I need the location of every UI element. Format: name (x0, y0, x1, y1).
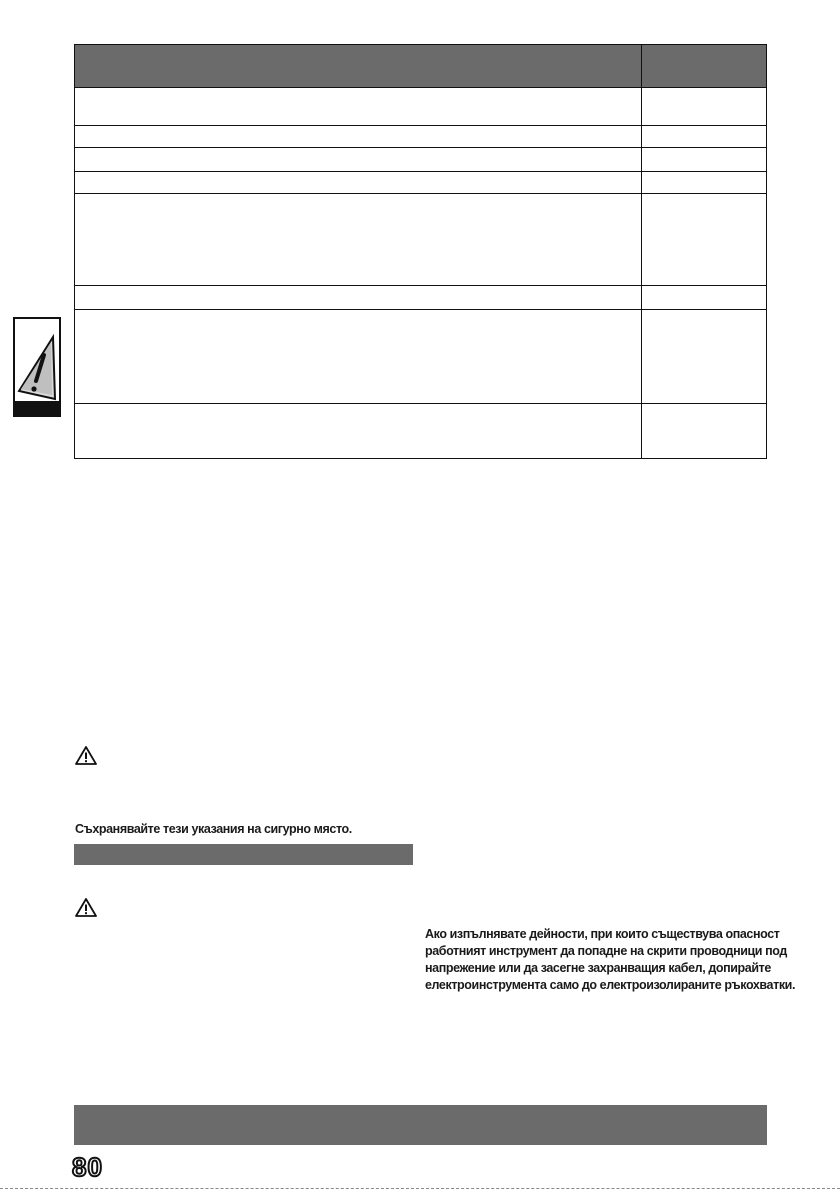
spec-table-row-divider (75, 193, 766, 194)
page-trim-line (0, 1188, 840, 1189)
page-number: 80 (72, 1152, 103, 1182)
spec-table (74, 44, 767, 459)
footer-bar (74, 1105, 767, 1145)
spec-table-row-divider (75, 125, 766, 126)
warning-triangle-icon (75, 897, 97, 917)
warning-side-tab (13, 317, 61, 417)
spec-table-row-divider (75, 147, 766, 148)
spec-table-row-divider (75, 285, 766, 286)
warning-triangle-icon (75, 745, 97, 765)
save-instructions-notice: Съхранявайте тези указания на сигурно място. (75, 822, 352, 836)
warning-line: електроинструмента само до електроизолираните ръкохватки. (425, 978, 796, 992)
warning-line: напрежение или да засегне захранващия кабел, допирайте (425, 961, 771, 975)
warning-line: Ако изпълнявате дейности, при които съществува опасност (425, 927, 780, 941)
warning-exclamation-icon (13, 317, 61, 417)
section-heading-bar (74, 844, 413, 865)
spec-table-column-divider (641, 45, 642, 458)
spec-table-row-divider (75, 309, 766, 310)
spec-table-row-divider (75, 403, 766, 404)
warning-line: работният инструмент да попадне на скрити проводници под (425, 944, 787, 958)
spec-table-row-divider (75, 171, 766, 172)
spec-table-header (75, 45, 766, 88)
